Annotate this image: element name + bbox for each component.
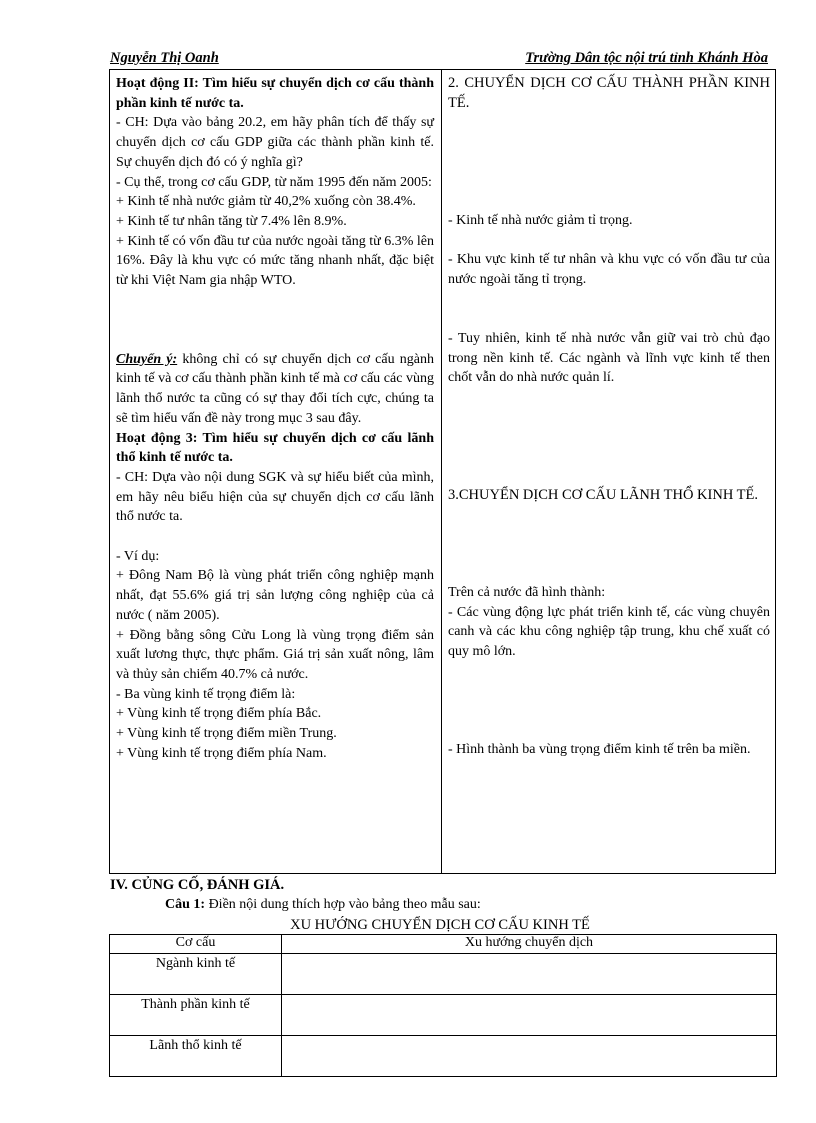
column-divider xyxy=(441,70,442,873)
private-foreign-point: - Khu vực kinh tế tư nhân và khu vực có vốn đầu tư của nước ngoài tăng tỉ trọng. xyxy=(448,252,770,287)
row-territory-label: Lãnh thổ kinh tế xyxy=(110,1036,282,1077)
q1-label: Câu 1: xyxy=(165,897,206,912)
state-economy-point: + Kinh tế nhà nước giảm từ 40,2% xuống còn 38.4%. xyxy=(116,194,416,210)
detail-intro: - Cụ thể, trong cơ cấu GDP, từ năm 1995 đến năm 2005: xyxy=(116,174,432,190)
section2-title: 2. CHUYỂN DỊCH CƠ CẤU THÀNH PHẦN KINH TẾ. xyxy=(448,75,770,111)
nationwide-block xyxy=(448,583,770,662)
transition-label: Chuyển ý: xyxy=(116,351,178,367)
summary-section xyxy=(110,876,770,935)
spacer xyxy=(116,291,434,350)
table-row xyxy=(110,995,777,1036)
mekong-point: + Đồng bằng sông Cửu Long là vùng trọng điểm sản xuất lương thực, thực phẩm. Giá trị sản xuất nông, lâm và thủy sản chiếm 40.7% cả nước. xyxy=(116,627,434,682)
table-row xyxy=(110,954,777,995)
table-row xyxy=(110,1036,777,1077)
activity2-title: Hoạt động II: Tìm hiểu sự chuyển dịch cơ cấu thành phần kinh tế nước ta. xyxy=(116,76,434,111)
southeast-point: + Đông Nam Bộ là vùng phát triển công nghiệp mạnh nhất, đạt 55.6% giá trị sản lượng công nghiệp của cả nước ( năm 2005). xyxy=(116,568,434,623)
section3-title: 3.CHUYỂN DỊCH CƠ CẤU LÃNH THỔ KINH TẾ. xyxy=(448,487,758,503)
author-name: Nguyễn Thị Oanh xyxy=(110,50,219,66)
zones-point: - Các vùng động lực phát triển kinh tế, các vùng chuyên canh và các khu công nghiệp tập trung, khu chế xuất có quy mô lớn. xyxy=(448,604,770,660)
trend-table-title: XU HƯỚNG CHUYỂN DỊCH CƠ CẤU KINH TẾ xyxy=(290,917,590,933)
q1-text: Điền nội dung thích hợp vào bảng theo mẫu sau: xyxy=(205,897,481,912)
trend-table xyxy=(109,934,777,1077)
state-leading-point: - Tuy nhiên, kinh tế nhà nước vẫn giữ vai trò chủ đạo trong nền kinh tế. Các ngành và lĩnh vực kinh tế then chốt vẫn do nhà nước quản lí. xyxy=(448,331,770,386)
col-structure-header: Cơ cấu xyxy=(110,935,282,954)
row-ownership-trend-cell[interactable] xyxy=(282,995,777,1036)
example-intro: - Ví dụ: xyxy=(116,548,160,564)
spacer xyxy=(116,527,434,547)
transition-paragraph xyxy=(116,350,434,429)
three-zones-block xyxy=(448,740,770,760)
section2-title-block xyxy=(448,74,770,113)
row-ownership-label: Thành phần kinh tế xyxy=(110,995,282,1036)
question-1-instruction xyxy=(165,895,770,914)
row-sector-trend-cell[interactable] xyxy=(282,954,777,995)
page-header xyxy=(110,50,768,70)
teacher-activity-column xyxy=(116,74,434,763)
south-region: + Vùng kinh tế trọng điểm phía Nam. xyxy=(116,745,327,761)
private-economy-point: + Kinh tế tư nhân tăng từ 7.4% lên 8.9%. xyxy=(116,213,347,229)
three-zones-point: - Hình thành ba vùng trọng điểm kinh tế trên ba miền. xyxy=(448,742,751,757)
transition-text: không chỉ có sự chuyển dịch cơ cấu ngành kinh tế và cơ cấu thành phần kinh tế mà cơ cấu các vùng lãnh thổ nước ta cũng có sự thay đổi tích cực, chúng ta sẽ tìm hiểu vấn đề này trong mục 3 sau đây. xyxy=(116,351,434,426)
north-region: + Vùng kinh tế trọng điểm phía Bắc. xyxy=(116,706,322,722)
section3-title-block xyxy=(448,486,770,506)
foreign-economy-point: + Kinh tế có vốn đầu tư của nước ngoài tăng từ 6.3% lên 16%. Đây là khu vực có mức tăng nhanh nhất, đặc biệt từ khi Việt Nam gia nhập WTO. xyxy=(116,233,434,289)
lesson-table xyxy=(109,69,776,874)
question-2: - CH: Dựa vào nội dung SGK và sự hiểu biết của mình, em hãy nêu biểu hiện của sự chuyển dịch cơ cấu lãnh thổ nước ta. xyxy=(116,469,434,525)
summary-title: IV. CỦNG CỐ, ĐÁNH GIÁ. xyxy=(110,877,285,893)
key-regions-intro: - Ba vùng kinh tế trọng điểm là: xyxy=(116,686,296,702)
state-decline-point: - Kinh tế nhà nước giảm tỉ trọng. xyxy=(448,213,633,228)
question-1: - CH: Dựa vào bảng 20.2, em hãy phân tích để thấy sự chuyển dịch cơ cấu GDP giữa các thành phần kinh tế. Sự chuyển dịch đó có ý nghĩa gì? xyxy=(116,115,434,170)
table-header-row xyxy=(110,935,777,954)
private-foreign-block xyxy=(448,250,770,289)
state-decline-block xyxy=(448,211,770,231)
nationwide-intro: Trên cả nước đã hình thành: xyxy=(448,585,606,600)
row-sector-label: Ngành kinh tế xyxy=(110,954,282,995)
school-name: Trường Dân tộc nội trú tỉnh Khánh Hòa xyxy=(525,50,768,66)
state-leading-block xyxy=(448,329,770,388)
col-trend-header: Xu hướng chuyển dịch xyxy=(282,935,777,954)
row-territory-trend-cell[interactable] xyxy=(282,1036,777,1077)
central-region: + Vùng kinh tế trọng điểm miền Trung. xyxy=(116,726,337,742)
activity3-title: Hoạt động 3: Tìm hiểu sự chuyển dịch cơ cấu lãnh thổ kinh tế nước ta. xyxy=(116,430,434,466)
